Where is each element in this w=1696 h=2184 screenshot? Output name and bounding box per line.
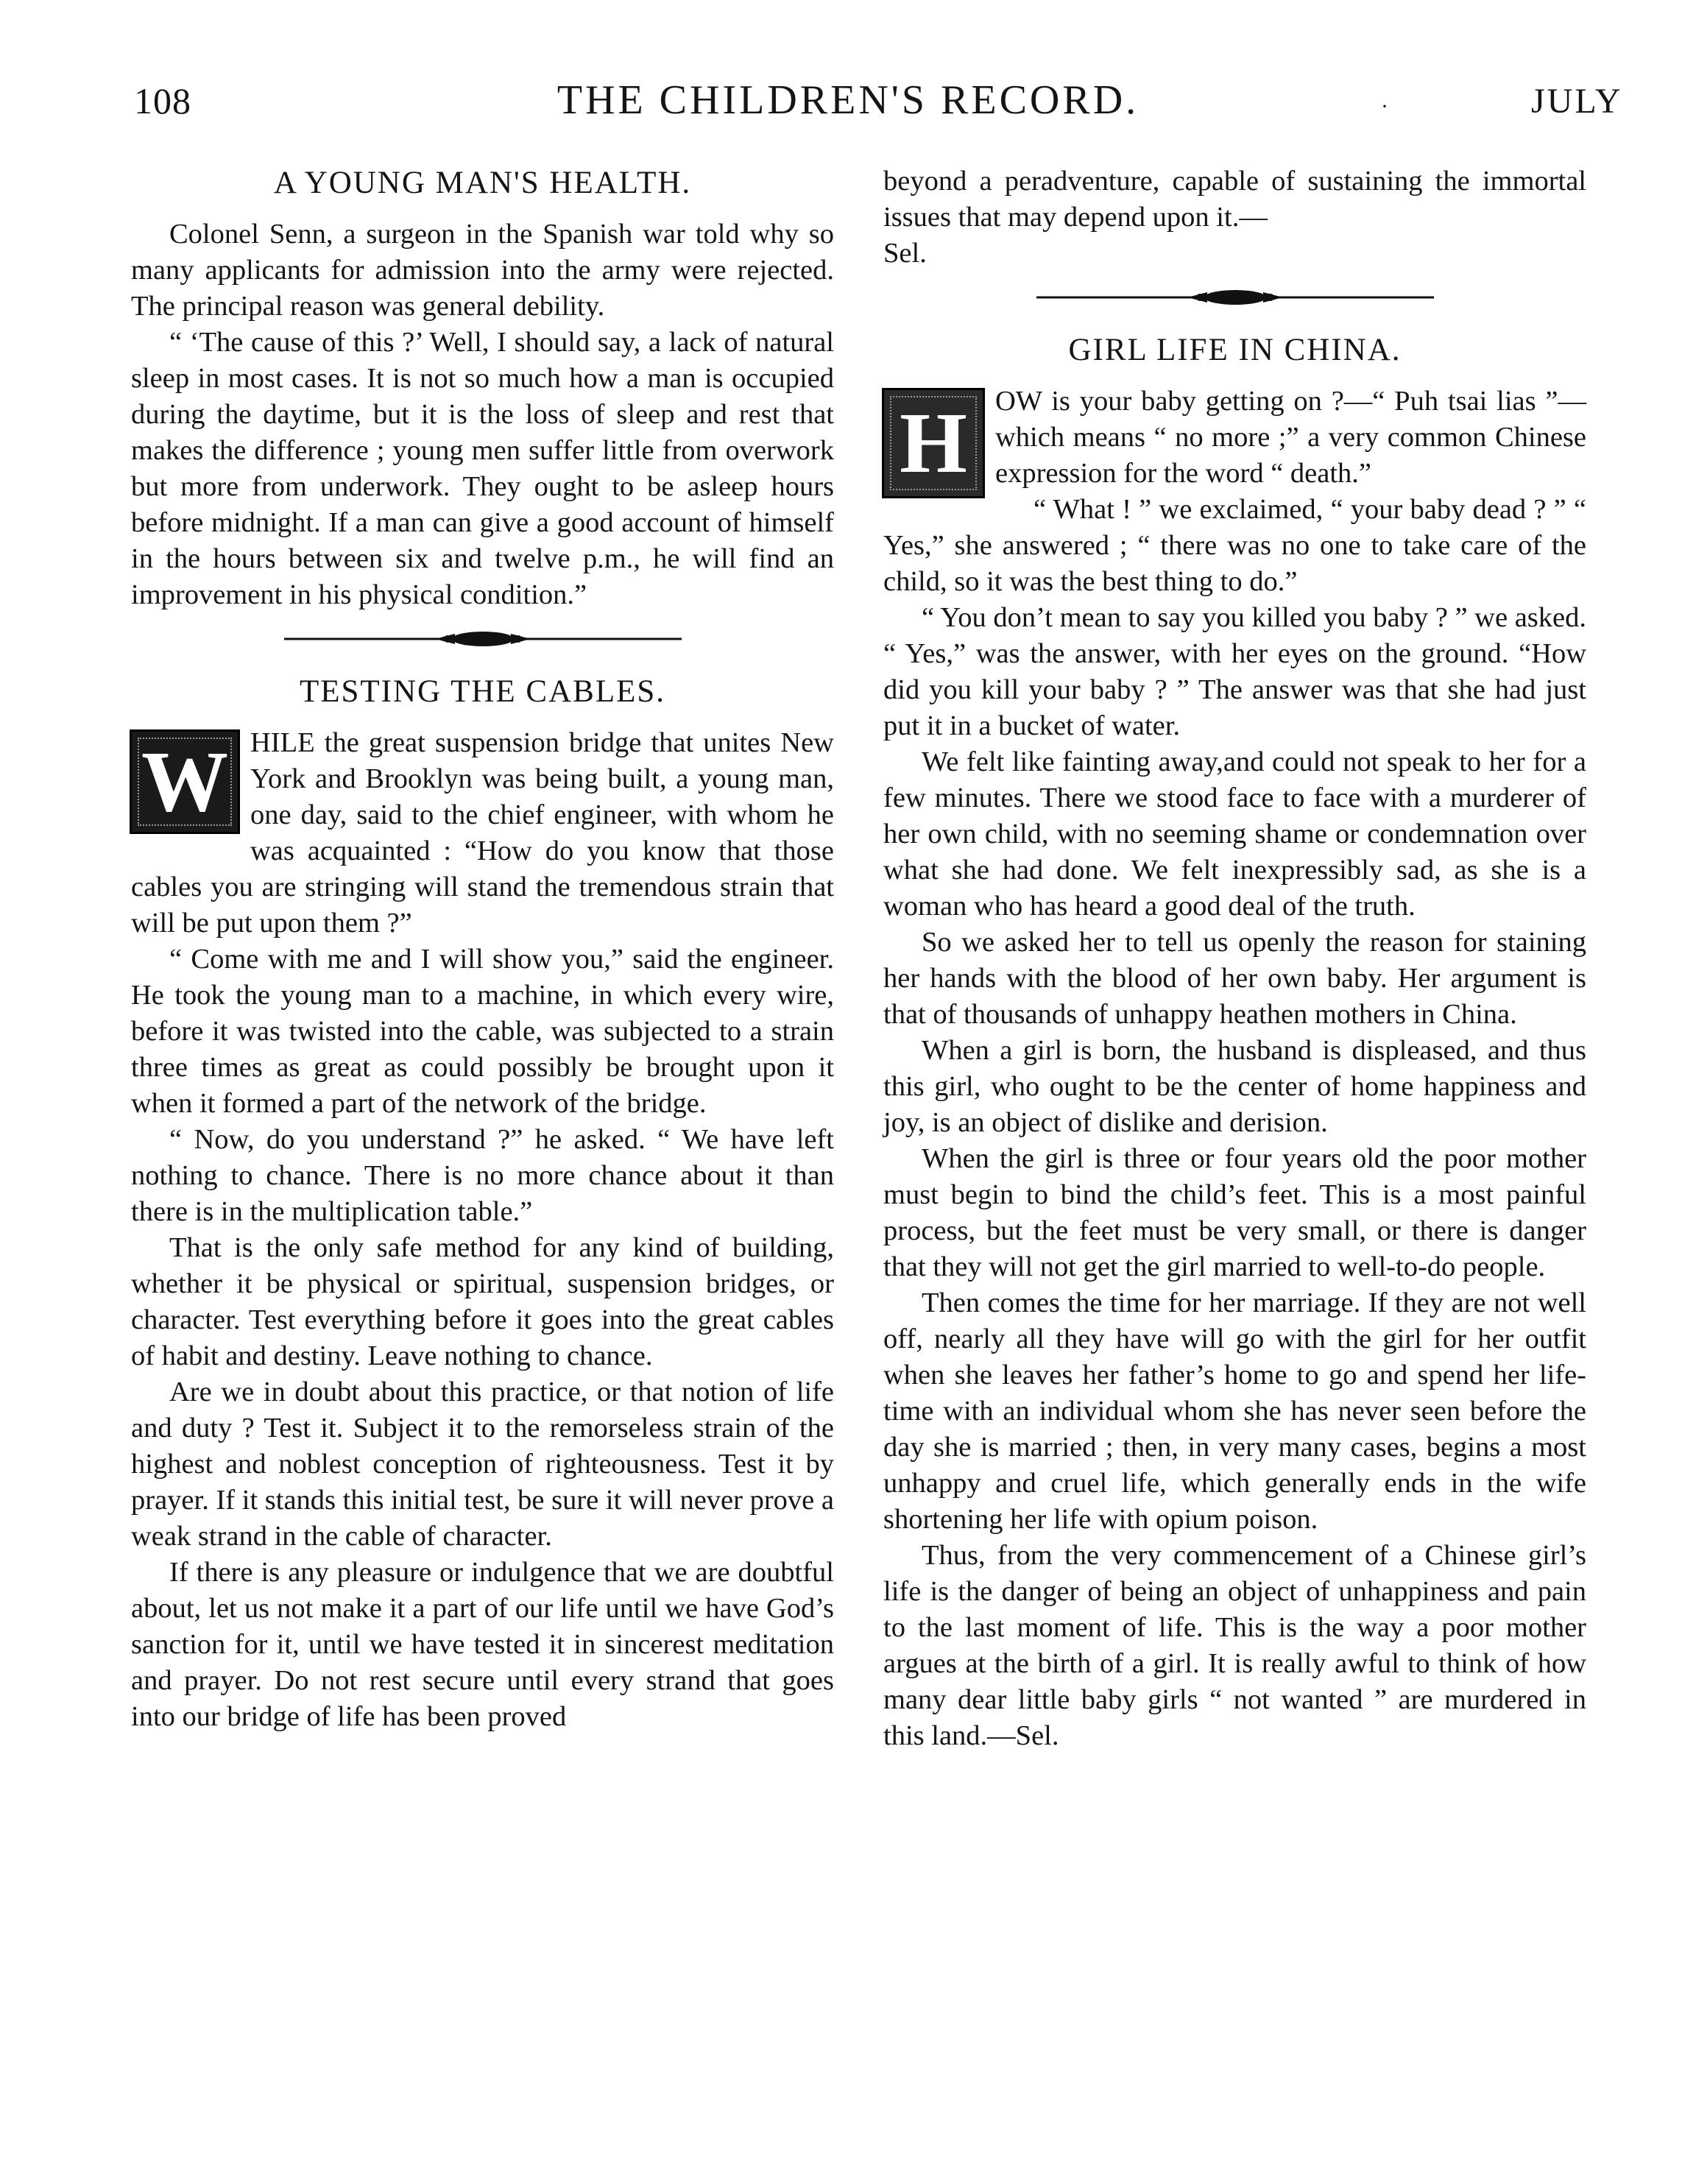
page-number: 108 <box>134 80 191 121</box>
paragraph: “ You don’t mean to say you killed you baby ? ” we asked. “ Yes,” was the answer, with her eyes on the ground. “How did you kill your baby ? ” The answer was that she had just put it in a bucket of water. <box>883 601 1586 741</box>
paragraph: “ What ! ” we exclaimed, “ your baby dead ? ” “ Yes,” she answered ; “ there was no one to take care of the child, so it was the best thing to do.” <box>883 493 1586 597</box>
paragraph: So we asked her to tell us openly the reason for staining her hands with the blood of her own baby. Her argument is that of thousands of unhappy heathen mothers in China. <box>883 926 1586 1030</box>
paragraph-text: OW is your baby getting on ?—“ Puh tsai lias ”—which means “ no more ;” a very common Chinese expression for the word “ death.” <box>995 385 1586 489</box>
paragraph: We felt like fainting away,and could not speak to her for a few minutes. There we stood face to face with a murderer of her own child, with no seeming shame or condemnation over what she had done. We felt inexpressibly sad, as she is a woman who has heard a good deal of the truth. <box>883 746 1586 922</box>
paragraph <box>883 384 1586 492</box>
source-credit: Sel. <box>883 238 927 269</box>
publication-title: THE CHILDREN'S RECORD. <box>556 77 1140 123</box>
paragraph: Are we in doubt about this practice, or that notion of life and duty ? Test it. Subject it to the remorseless strain of the highest and noblest conception of righteousness. Test it by prayer. If it stands this initial test, be sure it will never prove a weak strand in the cable of character. <box>131 1376 834 1552</box>
paragraph: Then comes the time for her marriage. If they are not well off, nearly all they have will go with the girl for her outfit when she leaves her father’s home to go and spend her life-time with an individual whom she has never seen before the day she is married ; then, in very many cases, begins a most unhappy and cruel life, which generally ends in the wife shortening her life with opium poison. <box>883 1287 1586 1535</box>
article-title-girl-life-in-china: GIRL LIFE IN CHINA. <box>1068 333 1402 367</box>
right-column <box>883 163 1586 1754</box>
article-title-testing-the-cables: TESTING THE CABLES. <box>299 674 666 709</box>
drop-cap-w: W <box>130 729 240 834</box>
paragraph: Colonel Senn, a surgeon in the Spanish war told why so many applicants for admission into the army were rejected. The principal reason was general debility. <box>131 218 834 322</box>
ornamental-divider <box>1036 285 1434 310</box>
left-column <box>131 163 834 1735</box>
paragraph: “ Come with me and I will show you,” said the engineer. He took the young man to a machine, in which every wire, before it was twisted into the cable, was subjected to a strain three times as great as could possibly be brought upon it when it formed a part of the network of the bridge. <box>131 943 834 1119</box>
paragraph: When a girl is born, the husband is displeased, and thus this girl, who ought to be the center of home happiness and joy, is an object of dislike and derision. <box>883 1034 1586 1138</box>
paragraph-text: HILE the great suspension bridge that unites New York and Brooklyn was being built, a young man, one day, said to the chief engineer, with whom he was acquainted : “How do you know that those cables you are stringing will stand the tremendous strain that will be put upon them ?” <box>131 727 834 939</box>
drop-cap-h: H <box>882 388 985 498</box>
paragraph: Thus, from the very commencement of a Chinese girl’s life is the danger of being an object of unhappiness and pain to the last moment of life. This is the way a poor mother argues at the birth of a girl. It is really awful to think of how many dear little baby girls “ not wanted ” are murdered in this land.—Sel. <box>883 1539 1586 1751</box>
article-title-young-mans-health: A YOUNG MAN'S HEALTH. <box>273 166 692 200</box>
paragraph: That is the only safe method for any kind of building, whether it be physical or spiritual, suspension bridges, or character. Test everything before it goes into the great cables of habit and destiny. Leave nothing to chance. <box>131 1231 834 1371</box>
ornamental-divider <box>284 626 682 651</box>
paragraph: “ ‘The cause of this ?’ Well, I should say, a lack of natural sleep in most cases. It is not so much how a man is occupied during the daytime, but it is the loss of sleep and rest that makes the difference ; young men suffer little from overwork but more from underwork. They ought to be asleep hours before midnight. If a man can give a good account of himself in the hours between six and twelve p.m., he will find an improvement in his physical condition.” <box>131 326 834 610</box>
issue-month: JULY <box>1531 82 1623 121</box>
paragraph: “ Now, do you understand ?” he asked. “ We have left nothing to chance. There is no more chance about it than there is in the multiplication table.” <box>131 1123 834 1227</box>
paragraph-continued: beyond a peradventure, capable of sustaining the immortal issues that may depend upon it.— <box>883 166 1586 233</box>
page-header <box>0 0 1696 147</box>
paragraph: When the girl is three or four years old the poor mother must begin to bind the child’s feet. This is a most painful process, but the feet must be very small, or there is danger that they will not get the girl married to well-to-do people. <box>883 1142 1586 1282</box>
paragraph: If there is any pleasure or indulgence that we are doubtful about, let us not make it a part of our life until we have God’s sanction for it, until we have tested it in sincerest meditation and prayer. Do not rest secure until every strand that goes into our bridge of life has been proved <box>131 1556 834 1732</box>
paragraph <box>131 725 834 941</box>
printer-mark: · <box>1381 94 1388 119</box>
